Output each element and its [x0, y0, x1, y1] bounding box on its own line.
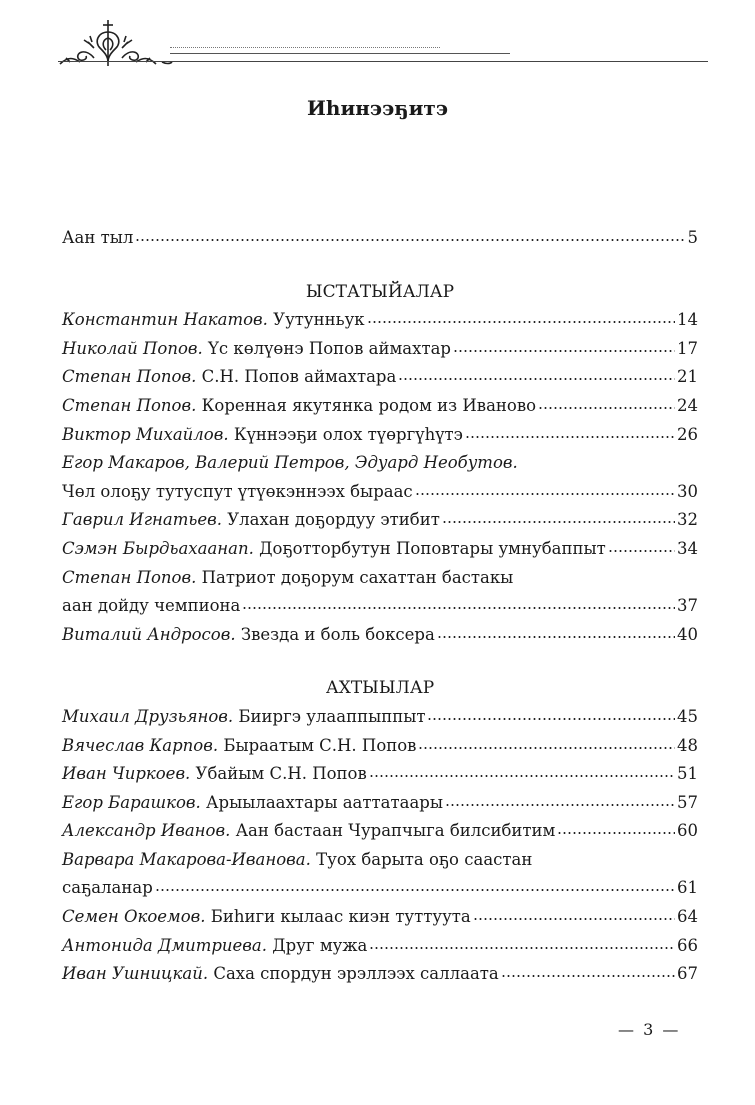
dot-leader	[437, 635, 675, 639]
toc-entry[interactable]	[62, 335, 698, 364]
entry-author: Виталий Андросов.	[62, 624, 236, 644]
header-rule	[58, 61, 708, 62]
entry-title: Аан тыл	[62, 228, 134, 247]
entry-author: Константин Накатов.	[62, 310, 268, 330]
entry-page: 26	[677, 424, 698, 444]
dot-leader	[427, 717, 675, 721]
dot-leader	[538, 406, 675, 410]
dot-leader	[155, 888, 675, 892]
entry-author: Виктор Михайлов.	[62, 424, 229, 444]
entry-title: Доҕотторбутун Поповтары умнубаппыт	[259, 538, 606, 558]
entry-author: Антонида Дмитриева.	[62, 935, 267, 955]
entry-author: Гаврил Игнатьев.	[62, 510, 222, 530]
dot-leader	[557, 831, 675, 835]
toc-entry[interactable]	[62, 421, 698, 450]
entry-author: Егор Макаров, Валерий Петров, Эдуард Необутов.	[62, 453, 518, 473]
page-number: — 3 —	[618, 1020, 681, 1039]
dot-leader	[473, 917, 675, 921]
toc-entry[interactable]	[62, 392, 698, 421]
dot-leader	[501, 974, 675, 978]
entry-title-continued: аан дойду чемпиона	[62, 596, 241, 616]
header-rule	[170, 53, 510, 54]
toc-entry[interactable]	[62, 449, 698, 478]
dot-leader	[415, 492, 675, 496]
entry-page: 30	[677, 481, 698, 501]
dot-leader	[367, 320, 675, 324]
toc-entry-continuation[interactable]	[62, 592, 698, 621]
entry-page: 32	[677, 510, 698, 530]
toc-entry[interactable]	[62, 506, 698, 535]
toc-entry[interactable]	[62, 760, 698, 789]
toc-entry[interactable]	[62, 960, 698, 989]
section-heading: АХТЫЫЛАР	[325, 678, 435, 699]
dot-leader	[135, 238, 685, 242]
entry-title: Звезда и боль боксера	[240, 624, 435, 644]
entry-page: 17	[677, 338, 698, 358]
toc-entry[interactable]	[62, 564, 698, 593]
entry-author: Степан Попов.	[62, 395, 197, 415]
page-header-ornament	[58, 14, 708, 64]
toc-entry[interactable]	[62, 732, 698, 761]
dot-leader	[608, 549, 675, 553]
entry-page: 37	[677, 596, 698, 616]
entry-title: Патриот доҕорум сахаттан бастакы	[201, 567, 514, 587]
dot-leader	[369, 774, 675, 778]
toc-entry[interactable]	[62, 817, 698, 846]
dot-leader	[418, 746, 675, 750]
entry-title: Улахан доҕордуу этибит	[227, 510, 440, 530]
entry-page: 67	[677, 964, 698, 984]
entry-title: Саха спордун эрэллээх саллаата	[213, 964, 499, 984]
entry-page: 34	[677, 538, 698, 558]
entry-title: Күннээҕи олох түөргүһүтэ	[233, 424, 463, 444]
entry-title: Коренная якутянка родом из Иваново	[201, 395, 537, 415]
entry-author: Иван Чиркоев.	[62, 764, 191, 784]
entry-title: Арыылаахтары ааттатаары	[206, 792, 443, 812]
entry-author: Михаил Друзьянов.	[62, 706, 234, 726]
dot-leader	[465, 435, 675, 439]
header-rule	[170, 47, 440, 48]
toc-entry-continuation[interactable]	[62, 478, 698, 507]
entry-page: 66	[677, 935, 698, 955]
entry-page: 60	[677, 821, 698, 841]
entry-page: 64	[677, 907, 698, 927]
entry-author: Степан Попов.	[62, 567, 197, 587]
entry-title: Аан бастаан Чурапчыга билсибитим	[235, 821, 556, 841]
entry-title: Уутунньук	[273, 310, 365, 330]
entry-title-continued: Чөл олоҕу тутуспут үтүөкэннээх быраас	[62, 481, 413, 501]
toc-entry[interactable]	[62, 621, 698, 650]
entry-title-continued: саҕаланар	[62, 878, 153, 898]
entry-page: 24	[677, 395, 698, 415]
toc-entry[interactable]	[62, 789, 698, 818]
dot-leader	[445, 803, 675, 807]
toc-entry[interactable]	[62, 932, 698, 961]
entry-page: 51	[677, 764, 698, 784]
dot-leader	[369, 946, 675, 950]
entry-page: 48	[677, 735, 698, 755]
toc-entry[interactable]	[62, 535, 698, 564]
entry-page: 14	[677, 310, 698, 330]
dot-leader	[398, 377, 675, 381]
entry-title: Туох барыта оҕо саастан	[316, 849, 533, 869]
toc-entry-intro[interactable]	[62, 224, 698, 253]
entry-author: Иван Ушницкай.	[62, 964, 209, 984]
entry-title: Бииргэ улааппыппыт	[238, 706, 426, 726]
entry-author: Варвара Макарова-Иванова.	[62, 849, 311, 869]
entry-page: 45	[677, 706, 698, 726]
toc-entry[interactable]	[62, 846, 698, 875]
dot-leader	[442, 520, 675, 524]
dot-leader	[453, 349, 675, 353]
entry-page: 21	[677, 367, 698, 387]
entry-author: Александр Иванов.	[62, 821, 231, 841]
entry-page: 57	[677, 792, 698, 812]
entry-title: Быраатым С.Н. Попов	[223, 735, 417, 755]
toc-entry[interactable]	[62, 903, 698, 932]
entry-author: Сэмэн Бырдьахаанап.	[62, 538, 254, 558]
entry-title: Үс көлүөнэ Попов аймахтар	[208, 338, 451, 358]
entry-author: Вячеслав Карпов.	[62, 735, 219, 755]
toc-entry-continuation[interactable]	[62, 874, 698, 903]
table-of-contents	[62, 224, 698, 989]
page-title: Иһинээҕитэ	[307, 96, 448, 120]
toc-entry[interactable]	[62, 703, 698, 732]
entry-title: Биһиги кылаас киэн туттуута	[210, 907, 471, 927]
entry-author: Степан Попов.	[62, 367, 197, 387]
entry-page: 40	[677, 624, 698, 644]
entry-author: Егор Барашков.	[62, 792, 201, 812]
section-heading: ЫСТАТЫЙАЛАР	[305, 281, 455, 302]
entry-author: Николай Попов.	[62, 338, 203, 358]
entry-title: С.Н. Попов аймахтара	[201, 367, 397, 387]
toc-entry[interactable]	[62, 363, 698, 392]
entry-title: Убайым С.Н. Попов	[195, 764, 367, 784]
entry-author: Семен Окоемов.	[62, 907, 206, 927]
toc-entry[interactable]	[62, 306, 698, 335]
entry-page: 61	[677, 878, 698, 898]
dot-leader	[242, 606, 675, 610]
entry-page: 5	[687, 228, 698, 247]
entry-title: Друг мужа	[272, 935, 368, 955]
